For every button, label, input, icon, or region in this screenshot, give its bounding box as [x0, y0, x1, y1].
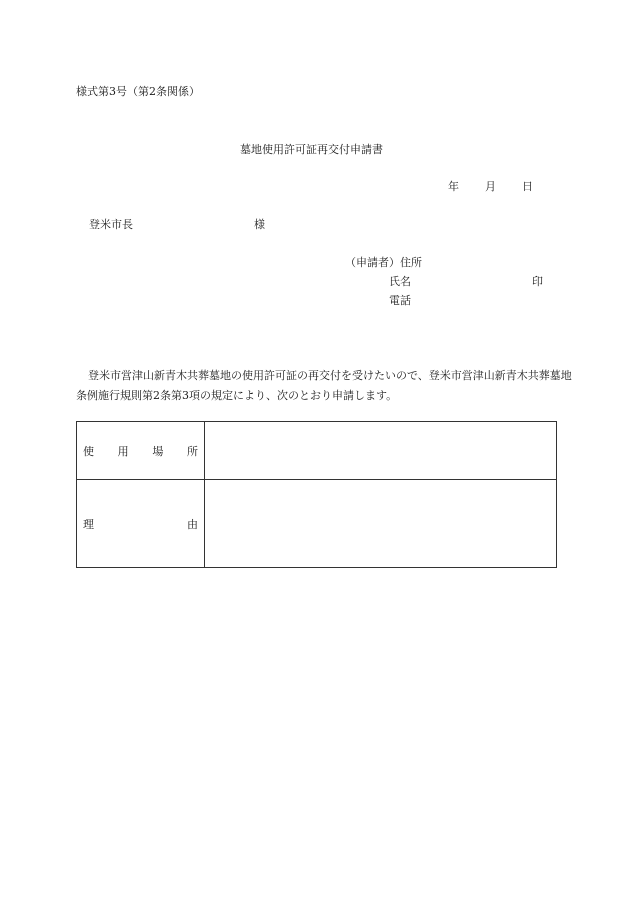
location-value-field[interactable]	[205, 422, 557, 480]
reason-label-cell	[77, 480, 205, 568]
date-month-label: 月	[485, 180, 496, 193]
document-title: 墓地使用許可証再交付申請書	[240, 143, 383, 156]
location-label-char: 場	[152, 444, 164, 458]
location-label-char: 用	[117, 444, 129, 458]
location-label	[83, 443, 198, 459]
applicant-address-label: （申請者）住所	[345, 256, 422, 269]
reason-label-char: 由	[187, 517, 198, 531]
location-row	[77, 422, 557, 480]
application-statement: 登米市営津山新青木共葬墓地の使用許可証の再交付を受けたいので、登米市営津山新青木共葬墓地条例施行規則第2条第3項の規定により、次のとおり申請します。	[76, 369, 572, 402]
location-label-cell	[77, 422, 205, 480]
date-day-label: 日	[522, 180, 533, 193]
location-label-char: 使	[83, 444, 94, 458]
location-label-char: 所	[186, 444, 198, 458]
application-detail-table	[76, 421, 557, 568]
addressee-honorific: 様	[254, 218, 265, 231]
reason-row	[77, 480, 557, 568]
reason-label	[83, 516, 198, 532]
reason-value-field[interactable]	[205, 480, 557, 568]
applicant-phone-label: 電話	[389, 294, 411, 307]
reason-label-char: 理	[83, 517, 94, 531]
form-number: 様式第3号（第2条関係）	[76, 85, 200, 98]
seal-mark: 印	[532, 275, 543, 288]
addressee-name: 登米市長	[89, 218, 133, 231]
applicant-name-label: 氏名	[389, 275, 411, 288]
date-year-label: 年	[448, 180, 459, 193]
